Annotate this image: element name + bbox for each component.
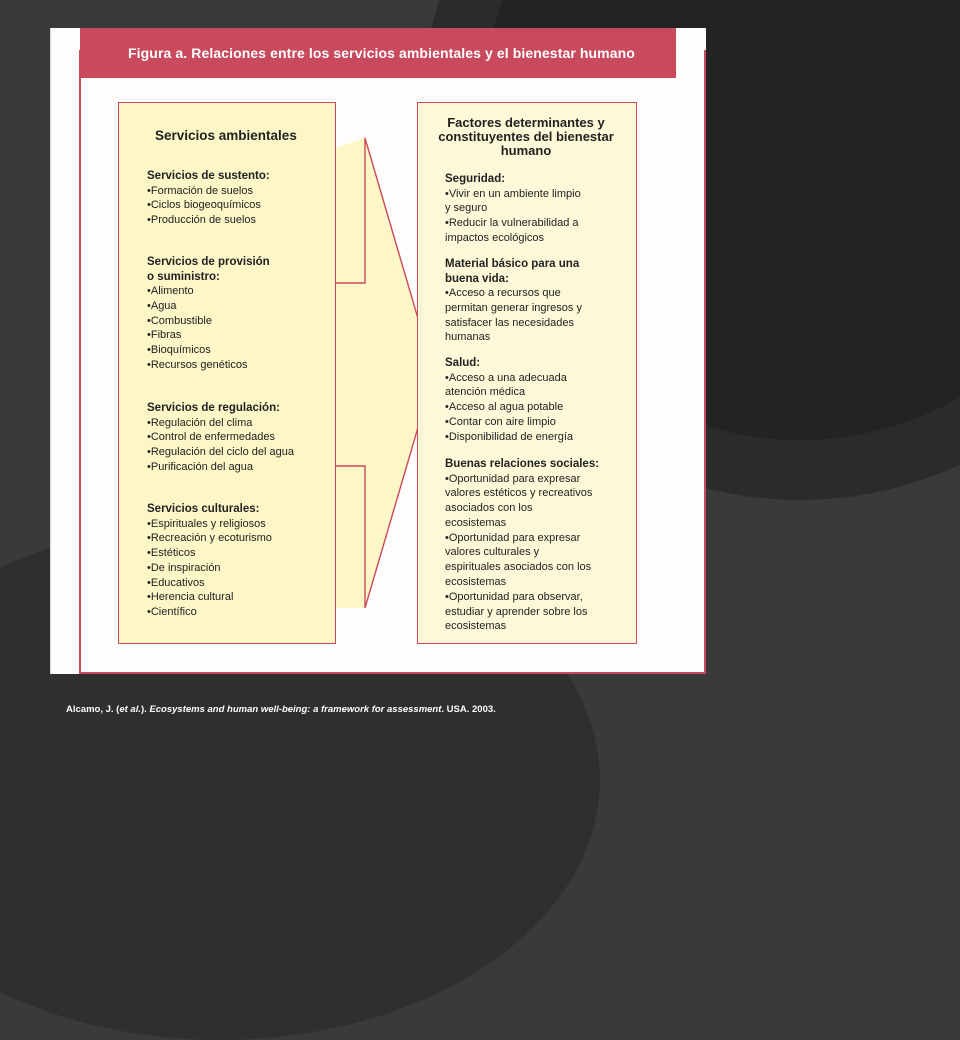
- list-item: asociados con los: [445, 502, 533, 515]
- list-item: •Acceso al agua potable: [445, 401, 564, 414]
- list-item: •Herencia cultural: [147, 591, 234, 604]
- list-item: •Estéticos: [147, 547, 196, 560]
- list-item: •Recreación y ecoturismo: [147, 532, 272, 545]
- citation-title: Ecosystems and human well-being: a framework for assessment: [149, 704, 442, 715]
- list-item: •Purificación del agua: [147, 460, 253, 473]
- section-heading: Servicios de provisión: [147, 256, 270, 268]
- list-item: •Vivir en un ambiente limpio: [445, 187, 581, 200]
- list-item: satisfacer las necesidades: [445, 316, 575, 329]
- figure-title: Figura a. Relaciones entre los servicios ambientales y el bienestar humano: [128, 45, 635, 61]
- section-heading: Buenas relaciones sociales:: [445, 458, 600, 470]
- list-item: valores culturales y: [445, 546, 540, 559]
- section-heading: Material básico para una: [445, 258, 580, 270]
- figure-title-bar: [80, 28, 676, 78]
- list-item: •Acceso a una adecuada: [445, 371, 567, 384]
- section-heading: Salud:: [445, 357, 481, 369]
- section-sustento: [147, 169, 270, 228]
- list-item: •Producción de suelos: [147, 214, 257, 227]
- section-salud: [445, 356, 573, 444]
- list-item: valores estéticos y recreativos: [445, 487, 593, 500]
- list-item: •Recursos genéticos: [147, 358, 248, 371]
- list-item: •Científico: [147, 606, 197, 619]
- citation-caption: [66, 704, 496, 715]
- citation-text: ).: [140, 704, 150, 715]
- list-item: •Acceso a recursos que: [445, 287, 561, 299]
- section-heading: Servicios de regulación:: [147, 402, 280, 414]
- list-item: estudiar y aprender sobre los: [445, 605, 588, 618]
- list-item: •Fibras: [147, 329, 182, 342]
- citation-text: et al.: [119, 704, 141, 715]
- list-item: espirituales asociados con los: [445, 561, 592, 574]
- list-item: •Oportunidad para observar,: [445, 590, 583, 603]
- section-heading: Servicios culturales:: [147, 503, 260, 515]
- list-item: ecosistemas: [445, 516, 507, 529]
- list-item: •Formación de suelos: [147, 184, 253, 197]
- section-provision: [147, 255, 270, 373]
- list-item: •Oportunidad para expresar: [445, 472, 581, 485]
- list-item: •Disponibilidad de energía: [445, 430, 573, 443]
- list-item: •Contar con aire limpio: [445, 415, 556, 428]
- section-relaciones-sociales: [445, 457, 599, 634]
- list-item: •Regulación del clima: [147, 416, 253, 429]
- list-item: •De inspiración: [147, 561, 221, 574]
- panel-title-line: humano: [500, 143, 552, 158]
- list-item: y seguro: [445, 202, 488, 215]
- list-item: •Espirituales y religiosos: [147, 517, 266, 530]
- section-heading: o suministro:: [147, 270, 220, 283]
- list-item: •Agua: [147, 299, 177, 312]
- list-item: atención médica: [445, 386, 526, 399]
- list-item: •Combustible: [147, 314, 212, 327]
- list-item: ecosistemas: [445, 576, 507, 589]
- list-item: •Reducir la vulnerabilidad a: [445, 217, 579, 230]
- panel-title: [418, 116, 634, 158]
- list-item: humanas: [445, 331, 491, 344]
- environmental-services-panel: [118, 102, 336, 644]
- list-item: •Alimento: [147, 285, 194, 297]
- figure-edge: [50, 28, 51, 674]
- list-item: •Educativos: [147, 576, 205, 589]
- list-item: •Bioquímicos: [147, 344, 211, 357]
- list-item: •Ciclos biogeoquímicos: [147, 199, 261, 212]
- section-heading: Servicios de sustento:: [147, 170, 270, 182]
- panel-title-line: constituyentes del bienestar: [438, 129, 614, 144]
- list-item: ecosistemas: [445, 620, 507, 633]
- section-culturales: [147, 502, 272, 620]
- list-item: permitan generar ingresos y: [445, 301, 582, 314]
- citation-text: . USA. 2003.: [441, 704, 496, 715]
- section-heading: Seguridad:: [445, 173, 506, 185]
- section-heading: buena vida:: [445, 272, 509, 285]
- panel-title: Servicios ambientales: [155, 128, 297, 143]
- wellbeing-factors-panel: [417, 102, 637, 644]
- list-item: impactos ecológicos: [445, 231, 545, 244]
- list-item: •Oportunidad para expresar: [445, 531, 581, 544]
- section-seguridad: [445, 172, 581, 246]
- list-item: •Regulación del ciclo del agua: [147, 446, 294, 459]
- section-regulacion: [147, 401, 294, 475]
- section-material-basico: [445, 257, 582, 345]
- citation-text: Alcamo, J. (: [66, 704, 120, 715]
- list-item: •Control de enfermedades: [147, 431, 275, 444]
- panel-title-line: Factores determinantes y: [447, 115, 605, 130]
